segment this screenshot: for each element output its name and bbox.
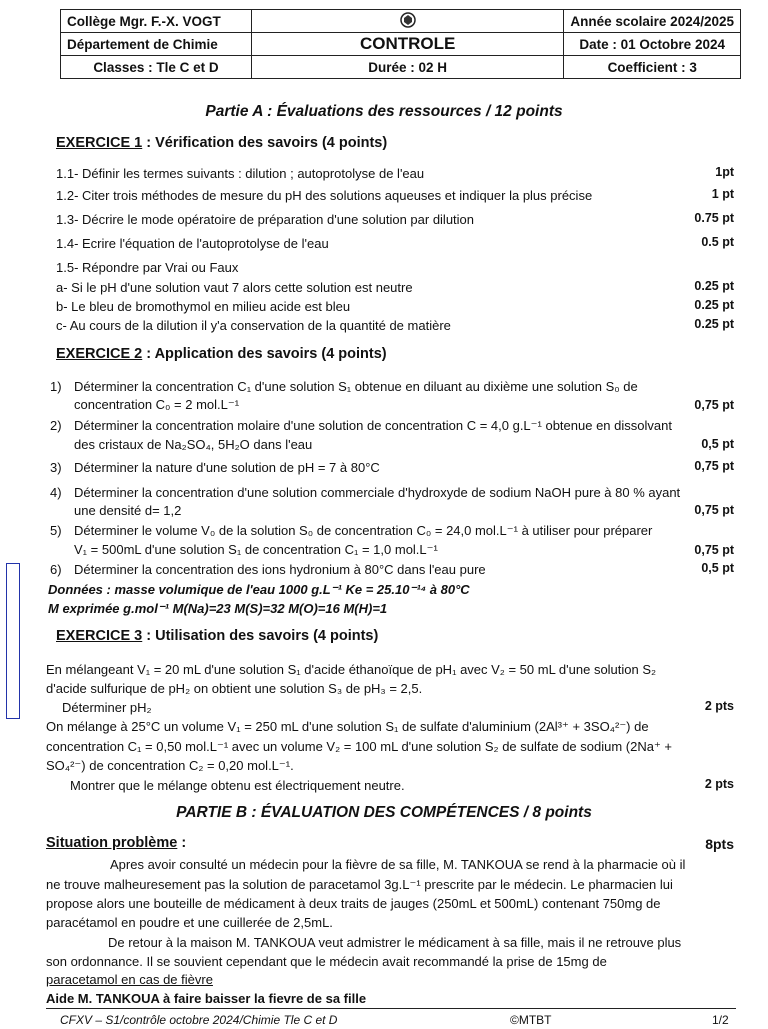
ex2-q2-points: 0,5 pt: [701, 437, 734, 451]
ex1-item-1-points: 1pt: [715, 165, 734, 179]
ex3-para1-line1: En mélangeant V₁ = 20 mL d'une solution S₁ d'acide éthanoïque de pH₁ avec V₂ = 50 mL d'une solution S₂: [46, 662, 657, 677]
exam-date: Date : 01 Octobre 2024: [564, 33, 741, 56]
ex2-data-line2: M exprimée g.mol⁻¹ M(Na)=23 M(S)=32 M(O)=16 M(H)=1: [48, 601, 388, 616]
ex2-q4-number: 4): [50, 485, 62, 500]
situation-points: 8pts: [705, 836, 734, 852]
ex1-item-5c: c- Au cours de la dilution il y'a conservation de la quantité de matière: [56, 318, 451, 333]
ex1-item-5c-points: 0.25 pt: [694, 317, 734, 331]
ex1-item-5b: b- Le bleu de bromothymol en milieu acide est bleu: [56, 299, 351, 314]
situation-task: Aide M. TANKOUA à faire baisser la fievre de sa fille: [46, 991, 367, 1006]
ex2-q1-number: 1): [50, 379, 62, 394]
ex2-q5-points: 0,75 pt: [694, 543, 734, 557]
footer-rule: [46, 1008, 736, 1009]
coefficient: Coefficient : 3: [564, 56, 741, 79]
school-year: Année scolaire 2024/2025: [564, 10, 741, 33]
ex1-item-5b-points: 0.25 pt: [694, 298, 734, 312]
ex2-q1-line1: Déterminer la concentration C₁ d'une solution S₁ obtenue en diluant au dixième une solution S₀ de: [74, 379, 638, 394]
ex2-q1-points: 0,75 pt: [694, 398, 734, 412]
exercise-1-title: [56, 135, 387, 151]
ex3-question-2: Montrer que le mélange obtenu est électriquement neutre.: [70, 778, 405, 793]
situation-label: Situation problème: [46, 835, 178, 851]
ex1-item-5: 1.5- Répondre par Vrai ou Faux: [56, 260, 239, 275]
ex2-q3-number: 3): [50, 460, 62, 475]
exercise-3-subtitle: : Utilisation des savoirs (4 points): [142, 628, 379, 644]
situation-line-2: ne trouve malheuresement pas la solution de paracetamol 3g.L⁻¹ prescrite par le médecin. Le pharmacien lui: [46, 877, 673, 892]
ex3-para1-line2: d'acide sulfurique de pH₂ on obtient une solution S₃ de pH₃ = 2,5.: [46, 681, 423, 696]
ex2-q2-line1: Déterminer la concentration molaire d'une solution de concentration C = 4,0 g.L⁻¹ obtenue en dissolvant: [74, 418, 672, 433]
ex1-item-1: 1.1- Définir les termes suivants : dilution ; autoprotolyse de l'eau: [56, 166, 425, 181]
school-name: Collège Mgr. F.-X. VOGT: [61, 10, 252, 33]
ex1-item-5a: a- Si le pH d'une solution vaut 7 alors cette solution est neutre: [56, 280, 413, 295]
situation-line-4: paracétamol en poudre et une cuillerée de 2,5mL.: [46, 915, 333, 930]
ex1-item-2-points: 1 pt: [711, 187, 734, 201]
ex2-q6-points: 0,5 pt: [701, 561, 734, 575]
ex3-para2-line1: On mélange à 25°C un volume V₁ = 250 mL d'une solution S₁ de sulfate d'aluminium (2Al³⁺ + 3SO₄²⁻) de: [46, 719, 649, 734]
ex2-q6: Déterminer la concentration des ions hydronium à 80°C dans l'eau pure: [74, 562, 486, 577]
ex2-q5-line1: Déterminer le volume V₀ de la solution S₀ de concentration C₀ = 24,0 mol.L⁻¹ à utiliser pour préparer: [74, 523, 653, 538]
classes: Classes : Tle C et D: [61, 56, 252, 79]
ex2-data-line1: Données : masse volumique de l'eau 1000 g.L⁻¹ Ke = 25.10⁻¹⁴ à 80°C: [48, 582, 470, 597]
header-table: [60, 9, 741, 79]
ex2-q4-line1: Déterminer la concentration d'une solution commerciale d'hydroxyde de sodium NaOH pure à 80 % ayant: [74, 485, 681, 500]
ex3-question-2-points: 2 pts: [704, 777, 734, 791]
exercise-2-title: [56, 346, 387, 362]
school-crest: [251, 10, 563, 33]
exercise-3-title: [56, 628, 378, 644]
ex2-q3: Déterminer la nature d'une solution de pH = 7 à 80°C: [74, 460, 380, 475]
ex2-q6-number: 6): [50, 562, 62, 577]
exercise-2-subtitle: : Application des savoirs (4 points): [142, 346, 387, 362]
ex3-para2-line2: concentration C₁ = 0,50 mol.L⁻¹ avec un volume V₂ = 100 mL d'une solution S₂ de sulfate de sodium (2Na⁺ +: [46, 739, 673, 754]
ex2-q5-number: 5): [50, 523, 62, 538]
ex2-q4-points: 0,75 pt: [694, 503, 734, 517]
school-crest-icon: [399, 11, 417, 29]
ex3-para2-line3: SO₄²⁻) de concentration C₂ = 0,20 mol.L⁻¹.: [46, 758, 294, 773]
footer-page: 1/2: [712, 1013, 729, 1027]
department: Département de Chimie: [61, 33, 252, 56]
ex1-item-2: 1.2- Citer trois méthodes de mesure du pH des solutions aqueuses et indiquer la plus précise: [56, 188, 593, 203]
ex1-item-4-points: 0.5 pt: [701, 235, 734, 249]
exercise-1-subtitle: : Vérification des savoirs (4 points): [142, 135, 388, 151]
ex1-item-3: 1.3- Décrire le mode opératoire de préparation d'une solution par dilution: [56, 212, 475, 227]
ex2-q2-number: 2): [50, 418, 62, 433]
duration: Durée : 02 H: [251, 56, 563, 79]
situation-line-7: paracetamol en cas de fièvre: [46, 972, 213, 987]
ex3-question-1-points: 2 pts: [704, 699, 734, 713]
exercise-3-label: EXERCICE 3: [56, 628, 143, 644]
ex2-q2-line2: des cristaux de Na₂SO₄, 5H₂O dans l'eau: [74, 437, 313, 452]
ex1-item-3-points: 0.75 pt: [694, 211, 734, 225]
ex2-q3-points: 0,75 pt: [694, 459, 734, 473]
ex1-item-4: 1.4- Ecrire l'équation de l'autoprotolyse de l'eau: [56, 236, 329, 251]
doc-title: CONTROLE: [251, 33, 563, 56]
situation-colon: :: [177, 835, 187, 851]
exercise-1-label: EXERCICE 1: [56, 135, 143, 151]
margin-frame: [6, 563, 20, 719]
footer-center: ©MTBT: [510, 1013, 552, 1027]
exercise-2-label: EXERCICE 2: [56, 346, 143, 362]
ex2-q1-line2: concentration C₀ = 2 mol.L⁻¹: [74, 397, 240, 412]
ex2-q4-line2: une densité d= 1,2: [74, 503, 182, 518]
situation-line-5: De retour à la maison M. TANKOUA veut admistrer le médicament à sa fille, mais il ne retrouve plus: [108, 935, 682, 950]
ex1-item-5a-points: 0.25 pt: [694, 279, 734, 293]
part-a-title: Partie A : Évaluations des ressources / 12 points: [205, 103, 563, 120]
situation-line-1: Apres avoir consulté un médecin pour la fièvre de sa fille, M. TANKOUA se rend à la pharmacie où il: [110, 857, 686, 872]
situation-line-6: son ordonnance. Il se souvient cependant que le médecin avait recommandé la prise de 15mg de: [46, 954, 607, 969]
part-b-title: PARTIE B : ÉVALUATION DES COMPÉTENCES / 8 points: [176, 804, 592, 821]
ex3-question-1: Déterminer pH₂: [62, 700, 152, 715]
situation-line-3: propose alors une bouteille de médicament à deux traits de jauges (250mL et 500mL) contenant 750mg de: [46, 896, 661, 911]
footer-left: CFXV – S1/contrôle octobre 2024/Chimie Tle C et D: [60, 1013, 338, 1027]
ex2-q5-line2: V₁ = 500mL d'une solution S₁ de concentration C₁ = 1,0 mol.L⁻¹: [74, 542, 438, 557]
situation-title: [46, 835, 186, 851]
